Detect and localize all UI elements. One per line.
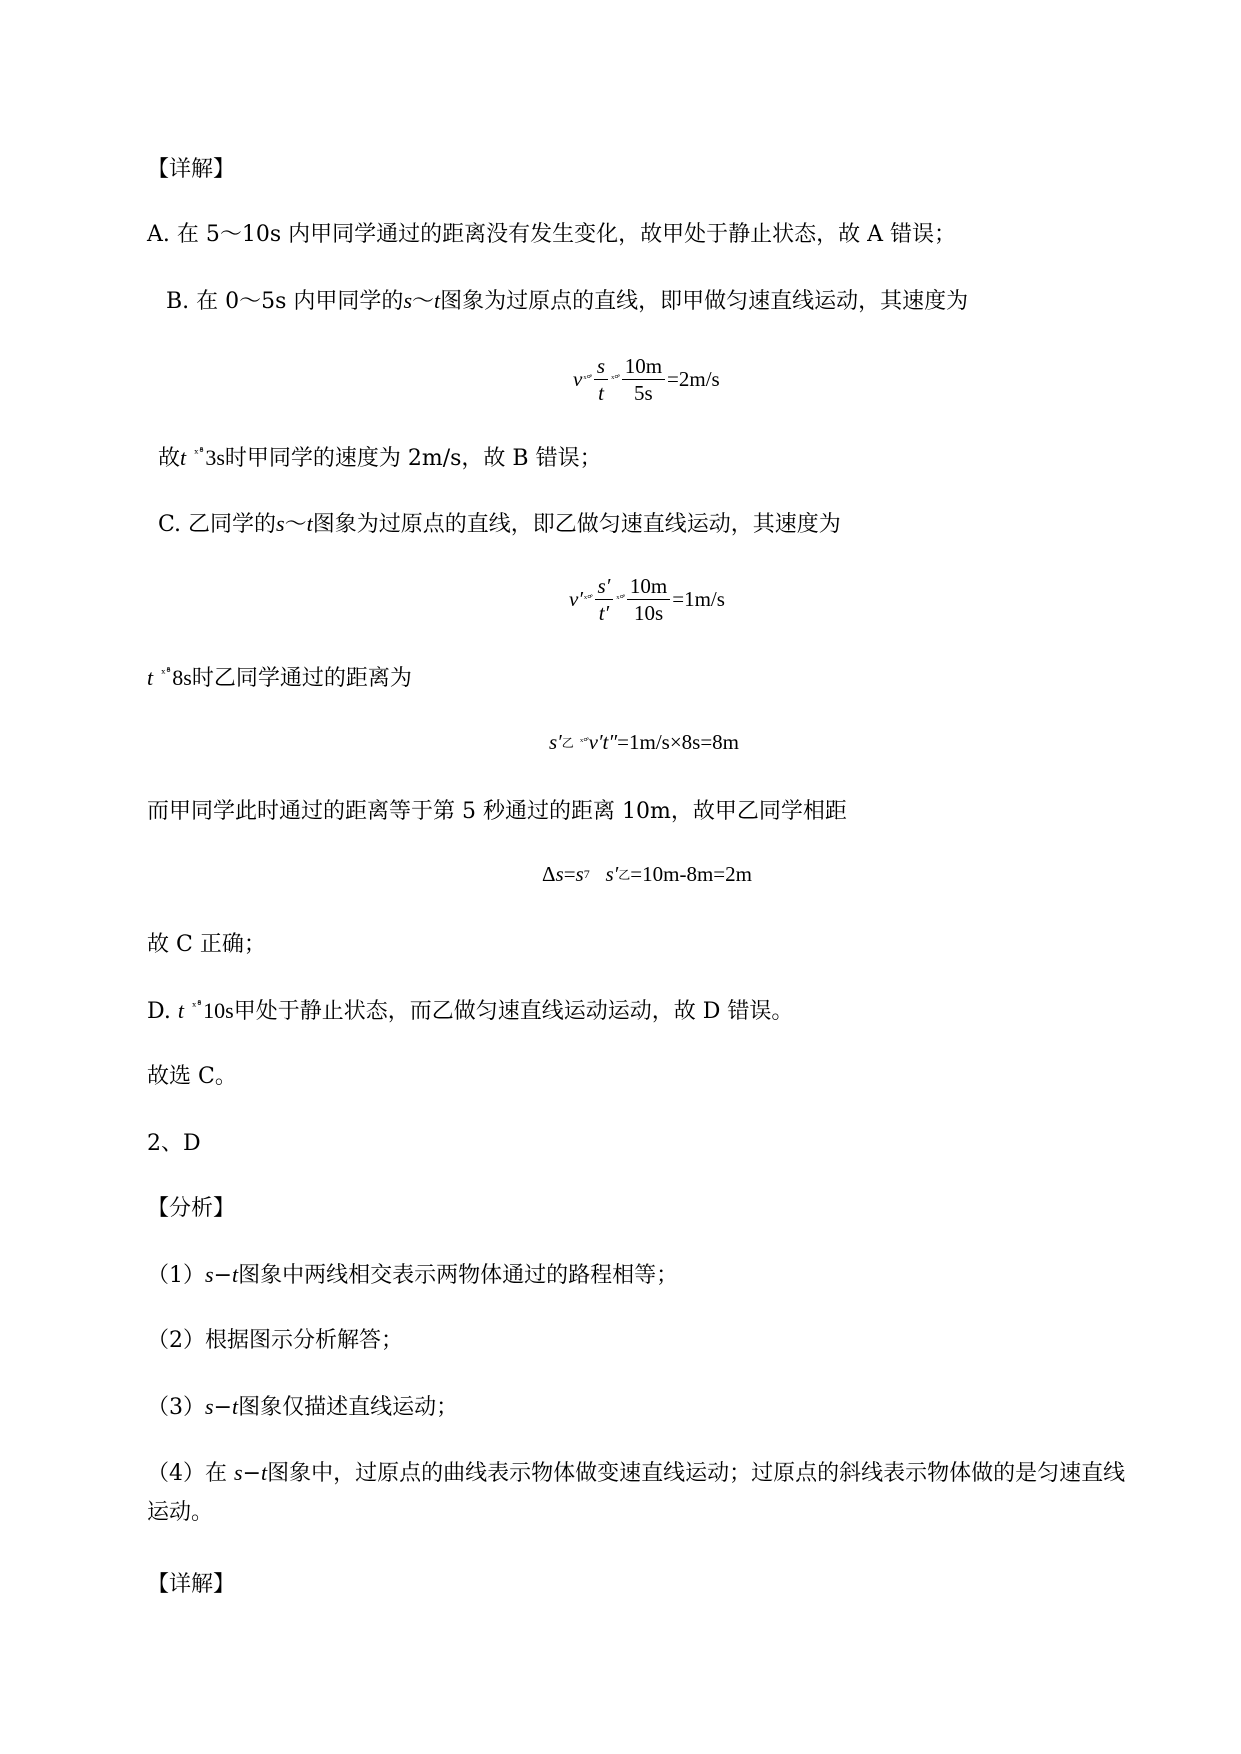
option-d-paragraph — [147, 996, 793, 1027]
equation-speed-a — [573, 354, 720, 405]
var-s: s — [276, 511, 285, 536]
var-t: t — [232, 1262, 239, 1287]
eq3-lhs: s′ — [549, 730, 562, 754]
option-b-paragraph — [166, 286, 968, 317]
analysis-item-3 — [147, 1392, 458, 1423]
eq4-rhs: =10m-8m=2m — [630, 862, 752, 886]
option-a-text: A. 在 5～10s 内甲同学通过的距离没有发生变化，故甲处于静止状态，故 A 错误； — [147, 222, 957, 247]
eq2-num2: 10m — [627, 574, 670, 600]
analysis-text-4-post: 图象中，过原点的曲线表示物体做变速直线运动；过原点的斜线表示物体做的是匀速直线 — [267, 1461, 1126, 1486]
var-s: s — [234, 1460, 243, 1485]
tilde: ～ — [284, 512, 307, 537]
equation-distance-b — [549, 730, 739, 755]
b2-post: 时甲同学的速度为 2m/s，故 B 错误； — [224, 446, 602, 471]
eq4-delta: Δ — [542, 862, 556, 886]
eq2-mark-2: ˣ°̊ — [616, 593, 624, 605]
option-b-text-pre: B. 在 0～5s 内甲同学的 — [166, 289, 404, 314]
t8-post: 时乙同学通过的距离为 — [191, 666, 412, 691]
analysis-item-1 — [147, 1260, 678, 1291]
equation-speed-b — [569, 574, 725, 625]
option-c-paragraph — [158, 509, 841, 540]
eq1-fraction-numeric — [622, 354, 665, 405]
eq4-eq: = — [563, 862, 576, 886]
t8-value: 8s — [172, 665, 192, 690]
section-heading-detail-1: 【详解】 — [147, 157, 236, 182]
eq3-mark: ˣ°̊ — [580, 736, 588, 748]
eq4-s: s — [555, 862, 564, 886]
eq2-den1: t′ — [598, 601, 610, 625]
analysis-text-2: 根据图示分析解答； — [205, 1328, 404, 1353]
c-post: 图象为过原点的直线，即乙做匀速直线运动，其速度为 — [312, 512, 841, 537]
eq4-s-prime: s′ — [605, 862, 619, 886]
analysis-item-2 — [147, 1326, 403, 1356]
eq1-num2: 10m — [622, 354, 665, 380]
eq3-rhs: =1m/s×8s=8m — [617, 730, 740, 754]
analysis-item-4 — [147, 1458, 1125, 1489]
question-2-answer: 2、D — [147, 1131, 201, 1156]
eq3-lhs-sub: 乙 — [561, 736, 574, 750]
eq2-den2: 10s — [633, 601, 664, 625]
option-b-text-post: 图象为过原点的直线，即甲做匀速直线运动，其速度为 — [440, 289, 969, 314]
dash: − — [242, 1461, 261, 1486]
eq4-sup: 7 — [583, 867, 590, 881]
eq2-num1: s′ — [595, 574, 614, 600]
analysis-item-4-cont: 运动。 — [147, 1500, 214, 1525]
analysis-text-3: 图象仅描述直线运动； — [238, 1395, 459, 1420]
eq1-num1: s — [594, 354, 608, 380]
option-b-conclusion — [158, 443, 602, 474]
eq2-lhs: v′ — [569, 587, 583, 611]
eq4-sub: 乙 — [618, 868, 631, 882]
distance-comparison-paragraph: 而甲同学此时通过的距离等于第 5 秒通过的距离 10m，故甲乙同学相距 — [147, 799, 847, 824]
eq2-fraction-symbolic — [595, 574, 614, 625]
eq1-den2: 5s — [634, 381, 653, 405]
var-t: t — [434, 288, 441, 313]
b2-mark: ˣ°̊ — [194, 446, 205, 460]
analysis-text-4-pre: 在 — [205, 1461, 234, 1486]
analysis-num-1: （1） — [147, 1263, 205, 1288]
t8-mark: ˣ°̊ — [161, 666, 172, 680]
c-pre: C. 乙同学的 — [158, 512, 277, 537]
equation-separation — [542, 862, 752, 887]
eq3-rhs-sym: v′t″ — [588, 730, 618, 754]
var-s: s — [205, 1394, 214, 1419]
distance-at-8s-paragraph — [147, 663, 412, 694]
d-pre: D. — [147, 999, 178, 1024]
section-heading-detail-2: 【详解】 — [147, 1572, 236, 1597]
option-c-conclusion: 故 C 正确； — [147, 932, 266, 957]
tilde: ～ — [412, 289, 435, 314]
b2-value: 3s — [205, 445, 225, 470]
d-value: 10s — [203, 998, 234, 1023]
answer-choice: 故选 C。 — [147, 1064, 237, 1089]
var-t: t — [180, 445, 187, 470]
analysis-num-3: （3） — [147, 1395, 205, 1420]
d-mark: ˣ°̊ — [191, 999, 203, 1013]
var-t: t — [232, 1394, 239, 1419]
analysis-text-1: 图象中两线相交表示两物体通过的路程相等； — [238, 1263, 679, 1288]
eq1-lhs: v — [573, 367, 583, 391]
analysis-num-4: （4） — [147, 1461, 205, 1486]
eq1-den1: t — [598, 381, 604, 405]
dash: − — [213, 1395, 232, 1420]
eq2-result: =1m/s — [672, 587, 725, 611]
analysis-num-2: （2） — [147, 1328, 205, 1353]
eq1-mark-1: ˣ°̊ — [583, 373, 591, 385]
option-a-paragraph — [147, 220, 956, 250]
var-t: t — [177, 998, 184, 1023]
eq2-fraction-numeric — [627, 574, 670, 625]
eq4-s2: s — [575, 862, 584, 886]
var-s: s — [403, 288, 412, 313]
eq1-fraction-symbolic — [594, 354, 608, 405]
eq1-result: =2m/s — [667, 367, 720, 391]
var-s: s — [205, 1262, 214, 1287]
var-t: t — [147, 665, 154, 690]
eq1-mark-2: ˣ°̊ — [611, 373, 619, 385]
section-heading-analysis: 【分析】 — [147, 1196, 236, 1221]
var-t: t — [306, 511, 313, 536]
var-t: t — [261, 1460, 268, 1485]
dash: − — [213, 1263, 232, 1288]
b2-pre: 故 — [158, 446, 181, 471]
d-post: 甲处于静止状态，而乙做匀速直线运动运动，故 D 错误。 — [233, 999, 794, 1024]
eq2-mark-1: ˣ°̊ — [583, 593, 592, 605]
